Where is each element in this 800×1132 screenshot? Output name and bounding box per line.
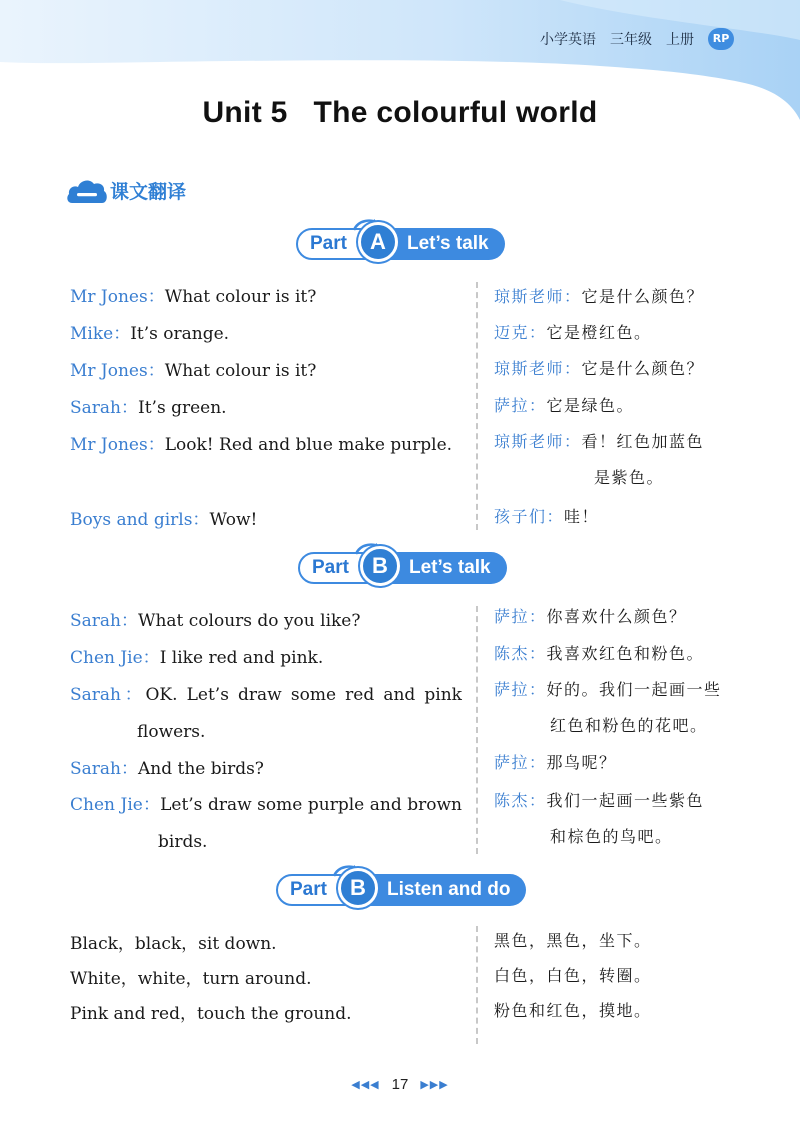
section-heading	[66, 175, 186, 205]
dialogue-line-cn: 琼斯老师：它是什么颜色？	[494, 287, 705, 306]
dialogue-line-en-continued: birds.	[158, 832, 208, 852]
speaker-name: 孩子们：	[494, 507, 565, 526]
part-letter-badge: B	[360, 546, 400, 586]
speaker-name: 琼斯老师：	[494, 287, 582, 306]
dialogue-line-cn: 孩子们：哇！	[494, 507, 600, 526]
dialogue-line-cn-continued: 是紫色。	[594, 468, 665, 487]
dialogue-line-en: Chen Jie：Let’s draw some purple and brown	[70, 795, 462, 815]
part-letter-badge: B	[338, 868, 378, 908]
speaker-name: 萨拉：	[494, 753, 547, 772]
dialogue-line-en: Sarah：It’s green.	[70, 398, 227, 418]
speaker-name: 陈杰：	[494, 791, 547, 810]
part-label: Part	[298, 552, 387, 584]
speaker-name: 萨拉：	[494, 607, 547, 626]
dialogue-line-en: Sarah：What colours do you like?	[70, 611, 361, 631]
speaker-name: Sarah：	[70, 685, 146, 705]
part-b-talk-banner	[298, 550, 507, 586]
speaker-name: Boys and girls：	[70, 510, 210, 530]
part-letter-badge: A	[358, 222, 398, 262]
speaker-name: Mr Jones：	[70, 361, 165, 381]
dialogue-line-en: Sarah：And the birds?	[70, 759, 264, 779]
dialogue-line-cn: 陈杰：我喜欢红色和粉色。	[494, 644, 705, 663]
cloud-number-icon	[66, 175, 108, 205]
dialogue-line-cn: 迈克：它是橙红色。	[494, 323, 652, 342]
speaker-name: 迈克：	[494, 323, 547, 342]
dialogue-line-cn: 萨拉：那鸟呢？	[494, 753, 617, 772]
dialogue-line-en: Sarah：OK. Let’s draw some red and pink	[70, 685, 462, 705]
dialogue-line-cn: 萨拉：你喜欢什么颜色？	[494, 607, 687, 626]
page-number: 17	[391, 1076, 409, 1093]
dialogue-line-cn: 琼斯老师：它是什么颜色？	[494, 359, 705, 378]
dialogue-line-cn: 琼斯老师：看！红色加蓝色	[494, 432, 705, 451]
chant-line-en: White，white，turn around.	[70, 969, 312, 989]
chant-line-cn: 粉色和红色，摸地。	[494, 1001, 652, 1020]
dialogue-line-cn: 陈杰：我们一起画一些紫色	[494, 791, 705, 810]
part-label: Part	[296, 228, 385, 260]
speaker-name: Chen Jie：	[70, 648, 160, 668]
left-arrows-icon: ◀◀◀	[351, 1079, 380, 1091]
speaker-name: Chen Jie：	[70, 795, 161, 815]
speaker-name: Sarah：	[70, 759, 138, 779]
dialogue-line-en: Boys and girls：Wow!	[70, 510, 258, 530]
page-footer	[0, 1076, 800, 1093]
subject-label: 小学英语	[540, 32, 596, 48]
speaker-name: 琼斯老师：	[494, 432, 582, 451]
publisher-badge: RP	[708, 28, 734, 50]
dialogue-line-en: Chen Jie：I like red and pink.	[70, 648, 324, 668]
speaker-name: Mike：	[70, 324, 131, 344]
speaker-name: 陈杰：	[494, 644, 547, 663]
chant-line-cn: 白色，白色，转圈。	[494, 966, 652, 985]
speaker-name: Sarah：	[70, 611, 138, 631]
dialogue-line-en: Mr Jones：What colour is it?	[70, 361, 317, 381]
grade-label: 三年级	[610, 32, 652, 48]
column-divider	[476, 926, 478, 1044]
unit-title: Unit 5 The colourful world	[202, 96, 598, 129]
speaker-name: Mr Jones：	[70, 435, 165, 455]
part-b-listen-banner	[276, 872, 526, 908]
volume-label: 上册	[666, 32, 694, 48]
right-arrows-icon: ▶▶▶	[420, 1079, 449, 1091]
dialogue-line-en: Mr Jones：What colour is it?	[70, 287, 317, 307]
chant-line-en: Pink and red，touch the ground.	[70, 1004, 352, 1024]
dialogue-line-cn: 萨拉：它是绿色。	[494, 396, 635, 415]
part-title: Let’s talk	[387, 552, 507, 584]
dialogue-line-en: Mr Jones：Look! Red and blue make purple.	[70, 435, 453, 455]
chant-line-cn: 黑色，黑色，坐下。	[494, 931, 652, 950]
dialogue-line-cn-continued: 红色和粉色的花吧。	[550, 716, 708, 735]
part-label: Part	[276, 874, 365, 906]
dialogue-line-cn: 萨拉：好的。我们一起画一些	[494, 680, 722, 699]
speaker-name: 萨拉：	[494, 680, 547, 699]
book-info	[540, 28, 734, 50]
part-a-talk-banner	[296, 226, 505, 262]
speaker-name: Mr Jones：	[70, 287, 165, 307]
part-title: Listen and do	[365, 874, 527, 906]
column-divider	[476, 282, 478, 530]
part-title: Let’s talk	[385, 228, 505, 260]
chant-line-en: Black，black，sit down.	[70, 934, 277, 954]
speaker-name: 萨拉：	[494, 396, 547, 415]
speaker-name: Sarah：	[70, 398, 138, 418]
dialogue-line-en: Mike：It’s orange.	[70, 324, 230, 344]
section-heading-label: 课文翻译	[110, 180, 187, 203]
dialogue-line-en-continued: flowers.	[137, 722, 206, 742]
dialogue-line-cn-continued: 和棕色的鸟吧。	[550, 827, 673, 846]
column-divider	[476, 606, 478, 854]
speaker-name: 琼斯老师：	[494, 359, 582, 378]
